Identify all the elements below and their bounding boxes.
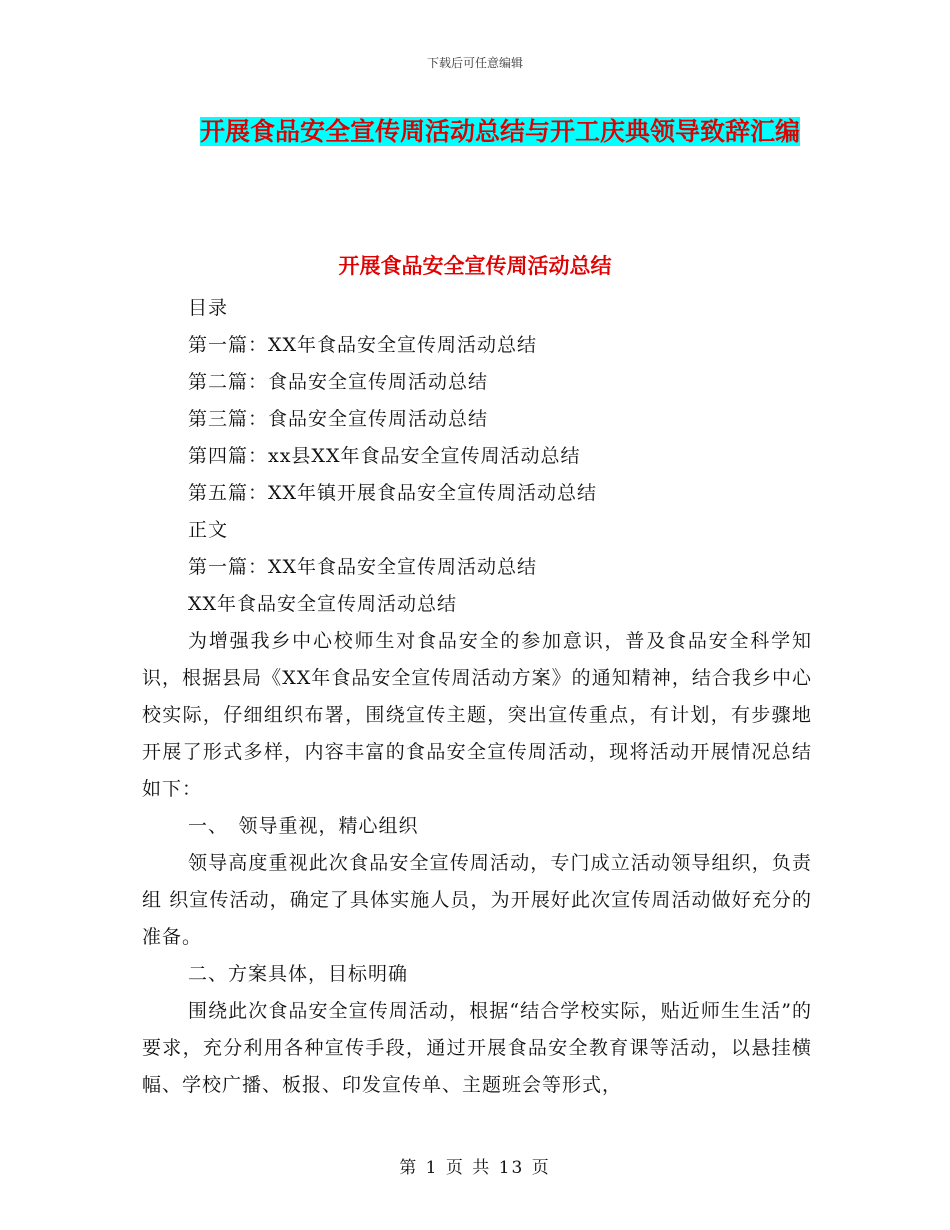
paragraph-1: 为增强我乡中心校师生对食品安全的参加意识，普及食品安全科学知识，根据县局《XX年食品安全宣传周活动方案》的通知精神，结合我乡中心校实际，仔细组织布署，围绕宣传主题，突出宣传重点，有计划，有步骤地开展了形式多样，内容丰富的食品安全宣传周活动，现将活动开展情况总结如下： (142, 630, 812, 800)
paragraph-3: 围绕此次食品安全宣传周活动，根据“结合学校实际，贴近师生生活”的 要求，充分利用各种宣传手段，通过开展食品安全教育课等活动，以悬挂横幅、学校广播、板报、印发宣传单、主题班会等形式， (142, 1000, 812, 1096)
header-note: 下载后可任意编辑 (426, 56, 523, 70)
toc-item-1: 第一篇：XX年食品安全宣传周活动总结 (188, 334, 538, 356)
toc-item-2: 第二篇：食品安全宣传周活动总结 (188, 371, 489, 393)
main-title-text: 开展食品安全宣传周活动总结与开工庆典领导致辞汇编 (199, 117, 800, 146)
toc-heading: 目录 (188, 297, 229, 319)
article-chapter: 第一篇：XX年食品安全宣传周活动总结 (188, 556, 538, 578)
section-2-heading: 二、方案具体，目标明确 (188, 963, 409, 985)
article-title: XX年食品安全宣传周活动总结 (188, 593, 458, 615)
document-body (142, 290, 812, 1104)
section-1-heading: 一、 领导重视，精心组织 (188, 815, 419, 837)
body-heading: 正文 (188, 519, 229, 541)
paragraph-2: 领导高度重视此次食品安全宣传周活动，专门成立活动领导组织，负责组 织宣传活动，确定了具体实施人员，为开展好此次宣传周活动做好充分的准备。 (142, 852, 812, 948)
page-footer: 第 1 页 共 13 页 (399, 1158, 551, 1178)
toc-item-5: 第五篇：XX年镇开展食品安全宣传周活动总结 (188, 482, 598, 504)
sub-title: 开展食品安全宣传周活动总结 (338, 254, 612, 278)
main-title (190, 110, 810, 154)
toc-item-3: 第三篇：食品安全宣传周活动总结 (188, 408, 489, 430)
toc-item-4: 第四篇：xx县XX年食品安全宣传周活动总结 (188, 445, 581, 467)
